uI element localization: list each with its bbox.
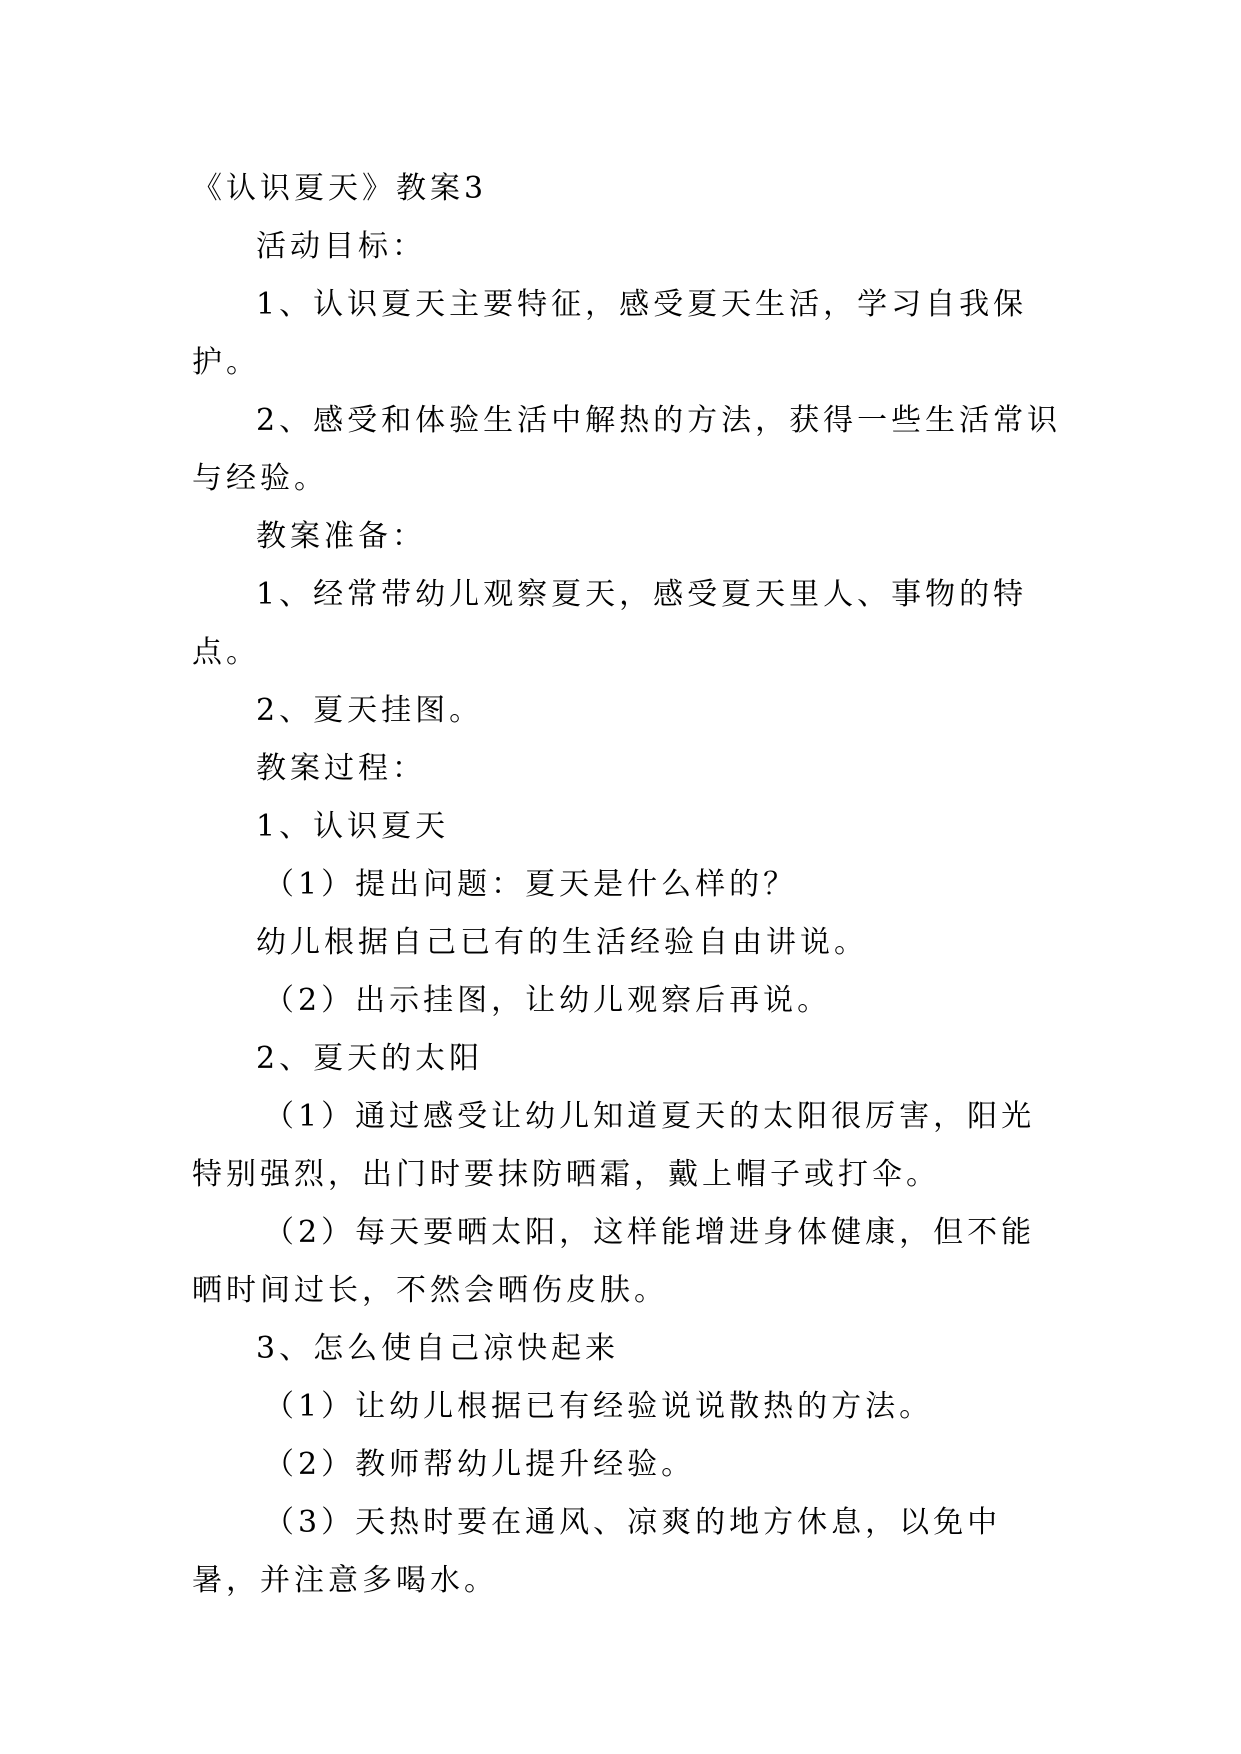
process-step-1-sub-1: （1）提出问题：夏天是什么样的？	[264, 867, 798, 902]
section-heading-process: 教案过程：	[256, 751, 426, 786]
process-step-1: 1、认识夏天	[256, 809, 450, 844]
process-step-3-sub-3: （3）天热时要在通风、凉爽的地方休息，以免中暑，并注意多喝水。	[192, 1505, 1002, 1598]
process-step-2-sub-2: （2）每天要晒太阳，这样能增进身体健康，但不能晒时间过长，不然会晒伤皮肤。	[192, 1215, 1036, 1308]
process-step-2: 2、夏天的太阳	[256, 1041, 484, 1076]
process-step-1-sub-2: （2）出示挂图，让幼儿观察后再说。	[264, 983, 832, 1018]
process-step-3-sub-1: （1）让幼儿根据已有经验说说散热的方法。	[264, 1389, 934, 1424]
section-heading-preparation: 教案准备：	[256, 519, 426, 554]
goal-item-1: 1、认识夏天主要特征，感受夏天生活，学习自我保护。	[192, 287, 1028, 380]
process-step-1-note: 幼儿根据自己已有的生活经验自由讲说。	[256, 925, 868, 960]
process-step-3: 3、怎么使自己凉快起来	[256, 1331, 620, 1366]
process-step-2-sub-1: （1）通过感受让幼儿知道夏天的太阳很厉害，阳光特别强烈，出门时要抹防晒霜，戴上帽子或打伞。	[192, 1099, 1036, 1192]
process-step-3-sub-2: （2）教师帮幼儿提升经验。	[264, 1447, 696, 1482]
document-title: 《认识夏天》教案3	[192, 171, 488, 206]
document-body	[192, 160, 1062, 1610]
preparation-item-2: 2、夏天挂图。	[256, 693, 484, 728]
goal-item-2: 2、感受和体验生活中解热的方法，获得一些生活常识与经验。	[192, 403, 1062, 496]
preparation-item-1: 1、经常带幼儿观察夏天，感受夏天里人、事物的特点。	[192, 577, 1028, 670]
section-heading-goals: 活动目标：	[256, 229, 426, 264]
